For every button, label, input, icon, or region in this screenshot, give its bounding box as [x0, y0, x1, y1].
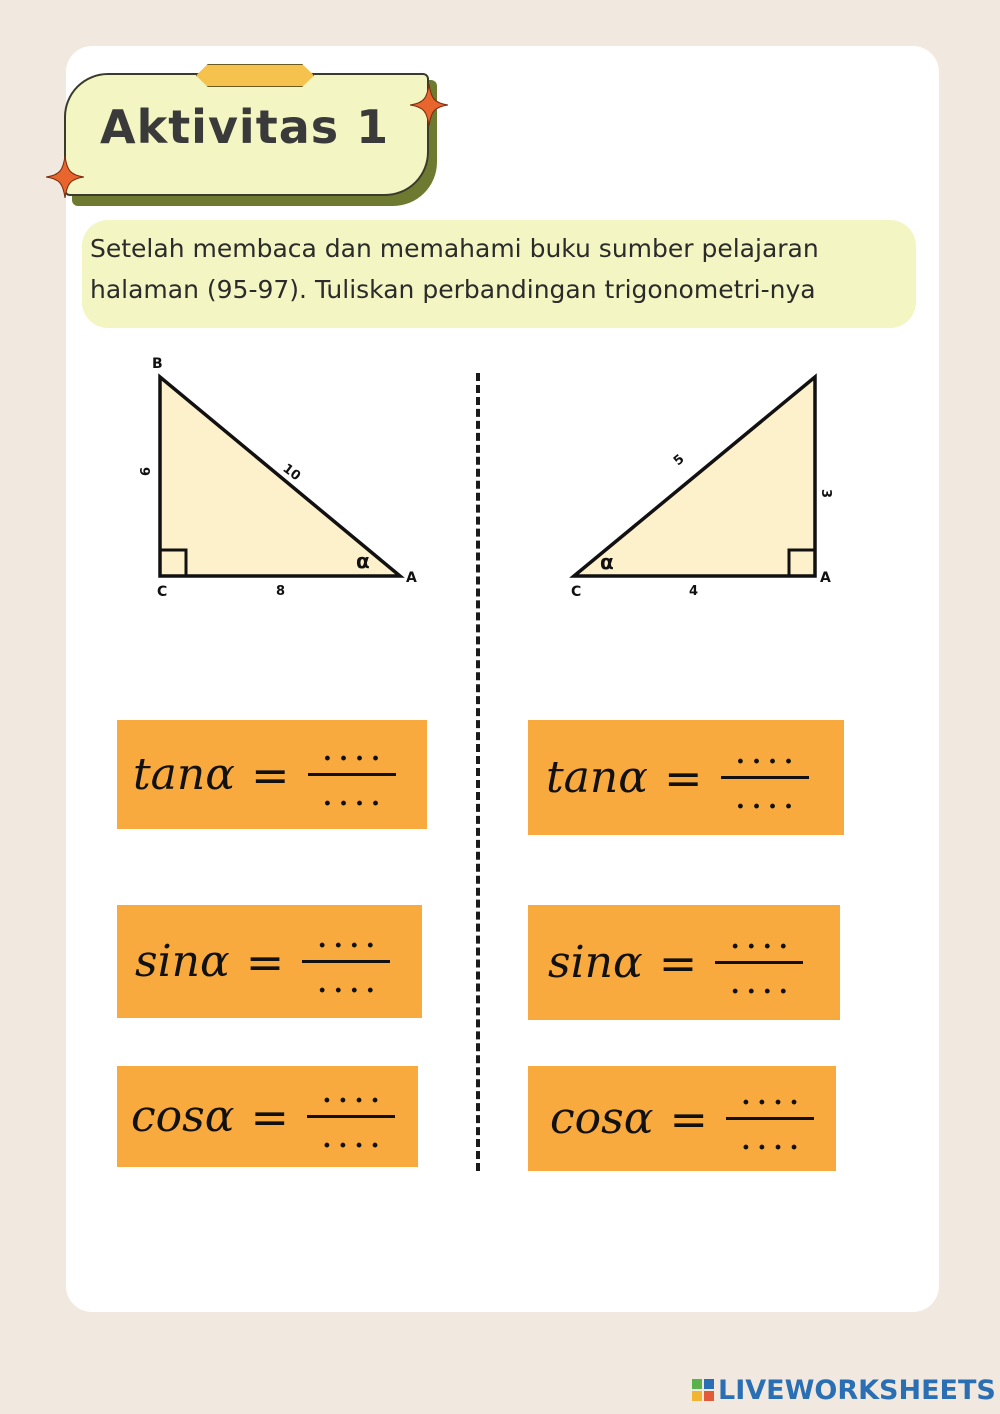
angle-alpha-label-left: α: [356, 549, 370, 573]
vertex-a-label-left: A: [406, 570, 417, 586]
fraction: [302, 924, 390, 999]
vertex-b-label: B: [152, 356, 163, 372]
triangle-right: [550, 350, 850, 610]
triangle-left: [130, 350, 430, 610]
formula-cos-label: cosα: [550, 1093, 654, 1144]
liveworksheets-logo[interactable]: [692, 1374, 996, 1406]
formula-cos-right: [528, 1066, 836, 1171]
equals-sign: =: [250, 747, 290, 802]
formula-tan-label: tanα: [546, 752, 648, 803]
fraction: [721, 740, 809, 815]
equals-sign: =: [658, 935, 698, 990]
equals-sign: =: [250, 1089, 289, 1144]
angle-alpha-label-right: α: [600, 550, 614, 574]
numerator-blank[interactable]: ....: [317, 924, 382, 954]
formula-tan-label: tanα: [133, 749, 235, 800]
denominator-blank[interactable]: ....: [322, 782, 388, 812]
logo-text: LIVEWORKSHEETS: [718, 1374, 996, 1406]
fraction: [715, 925, 803, 1000]
equals-sign: =: [245, 934, 285, 989]
fraction-bar: [715, 961, 803, 964]
fraction-bar: [307, 1115, 395, 1118]
fraction: [726, 1081, 814, 1156]
fraction-bar: [726, 1117, 814, 1120]
formula-tan-left: [117, 720, 427, 829]
numerator-blank[interactable]: ....: [741, 1081, 806, 1111]
instruction-line-2: halaman (95-97). Tuliskan perbandingan trigonometri-nya: [90, 275, 816, 304]
numerator-blank[interactable]: ....: [730, 925, 795, 955]
triangle-right-shape: [574, 377, 815, 576]
sparkle-icon-right: [410, 84, 448, 126]
formula-sin-label: sinα: [548, 937, 643, 988]
formula-tan-right: [528, 720, 844, 835]
fraction-bar: [302, 960, 390, 963]
side-ca-label-right: 4: [689, 584, 699, 599]
instruction-line-1: Setelah membaca dan memahami buku sumber pelajaran: [90, 234, 819, 263]
side-ca-label: 8: [276, 584, 286, 599]
equals-sign: =: [663, 750, 703, 805]
fraction-bar: [721, 776, 809, 779]
vertex-c-label-right: C: [571, 584, 582, 600]
instruction-box: [82, 220, 916, 328]
denominator-blank[interactable]: ....: [730, 970, 795, 1000]
numerator-blank[interactable]: ....: [735, 740, 801, 770]
denominator-blank[interactable]: ....: [735, 785, 801, 815]
fraction: [308, 737, 396, 812]
denominator-blank[interactable]: ....: [317, 969, 382, 999]
vertex-a-label-right: A: [820, 570, 831, 586]
numerator-blank[interactable]: ....: [322, 1079, 387, 1109]
side-ab-label: 10: [279, 461, 304, 485]
side-cb-label: 5: [670, 451, 688, 470]
logo-icon: [692, 1379, 714, 1401]
title-tab-handle: [196, 64, 314, 87]
denominator-blank[interactable]: ....: [322, 1124, 387, 1154]
vertex-c-label-left: C: [157, 584, 168, 600]
side-ab-label-right: 3: [818, 489, 833, 499]
numerator-blank[interactable]: ....: [322, 737, 388, 767]
denominator-blank[interactable]: ....: [741, 1126, 806, 1156]
triangle-left-shape: [160, 377, 400, 576]
page-title: Aktivitas 1: [100, 100, 390, 154]
formula-sin-right: [528, 905, 840, 1020]
formula-cos-label: cosα: [131, 1091, 235, 1142]
formula-sin-label: sinα: [135, 936, 230, 987]
formula-cos-left: [117, 1066, 418, 1167]
fraction-bar: [308, 773, 396, 776]
equals-sign: =: [669, 1091, 708, 1146]
column-divider: [476, 373, 480, 1171]
side-bc-label: 6: [139, 466, 154, 476]
formula-sin-left: [117, 905, 422, 1018]
fraction: [307, 1079, 395, 1154]
sparkle-icon-left: [46, 156, 84, 198]
